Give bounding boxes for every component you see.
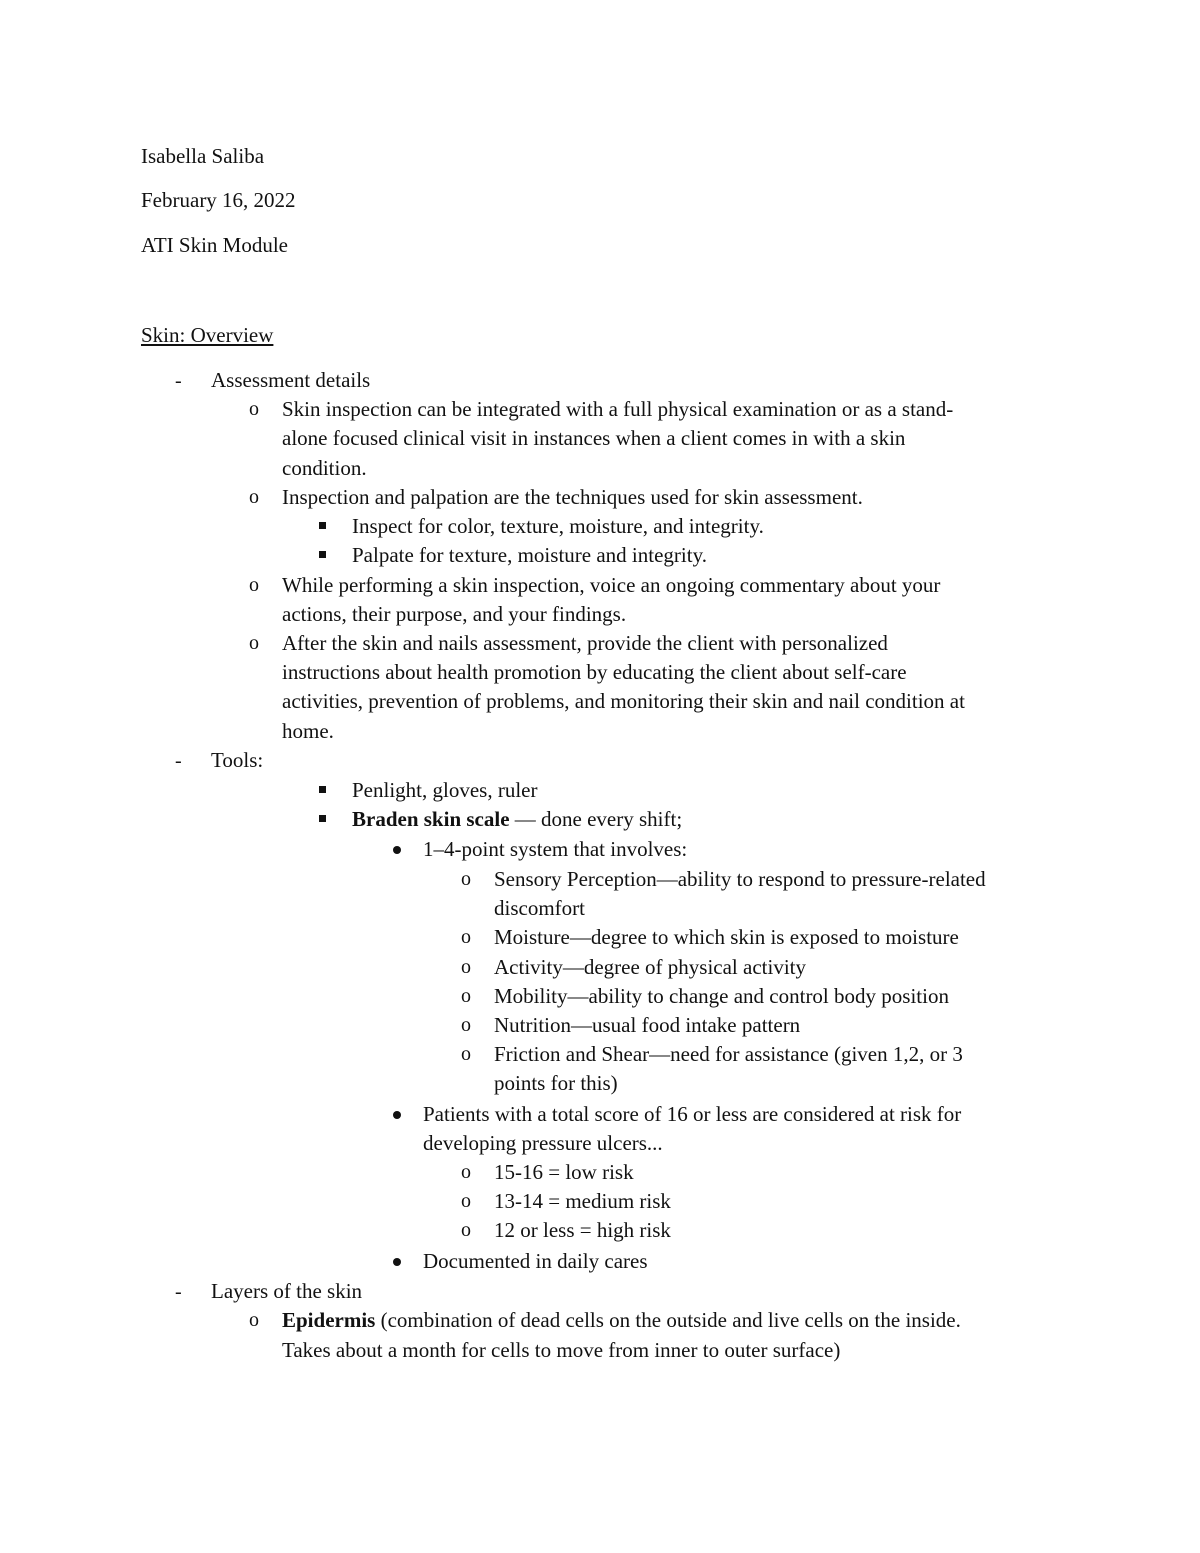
epidermis-line1 bbox=[282, 1310, 961, 1331]
assessment-item1-line3: condition. bbox=[282, 456, 367, 480]
dash-bullet: - bbox=[175, 370, 182, 392]
tools-item1: Penlight, gloves, ruler bbox=[352, 778, 538, 802]
section-heading: Skin: Overview bbox=[141, 323, 274, 347]
assessment-heading: Assessment details bbox=[211, 368, 371, 392]
circle-bullet: o bbox=[461, 1190, 471, 1212]
factor-sensory-line1: Sensory Perception—ability to respond to pressure-related bbox=[494, 867, 986, 891]
documented-note: Documented in daily cares bbox=[423, 1249, 648, 1273]
circle-bullet: o bbox=[461, 926, 471, 948]
risk-low: 15-16 = low risk bbox=[494, 1160, 634, 1184]
epidermis-term: Epidermis bbox=[282, 1308, 376, 1332]
square-bullet bbox=[319, 786, 326, 793]
circle-bullet: o bbox=[249, 486, 259, 508]
document-date: February 16, 2022 bbox=[141, 188, 296, 212]
assessment-item1-line2: alone focused clinical visit in instances when a client comes in with a skin bbox=[282, 426, 906, 450]
circle-bullet: o bbox=[461, 1161, 471, 1183]
square-bullet bbox=[319, 815, 326, 822]
epidermis-line2: Takes about a month for cells to move from inner to outer surface) bbox=[282, 1338, 841, 1362]
square-bullet bbox=[319, 551, 326, 558]
factor-nutrition: Nutrition—usual food intake pattern bbox=[494, 1013, 801, 1037]
assessment-item4-line2: instructions about health promotion by educating the client about self-care bbox=[282, 660, 907, 684]
factor-activity: Activity—degree of physical activity bbox=[494, 955, 806, 979]
circle-bullet: o bbox=[461, 1014, 471, 1036]
risk-intro-line1: Patients with a total score of 16 or less are considered at risk for bbox=[423, 1102, 962, 1126]
risk-intro-line2: developing pressure ulcers... bbox=[423, 1131, 663, 1155]
assessment-subitem1: Inspect for color, texture, moisture, and integrity. bbox=[352, 514, 764, 538]
circle-bullet: o bbox=[461, 985, 471, 1007]
risk-medium: 13-14 = medium risk bbox=[494, 1189, 671, 1213]
square-bullet bbox=[319, 522, 326, 529]
author-name: Isabella Saliba bbox=[141, 144, 265, 168]
assessment-item4-line1: After the skin and nails assessment, provide the client with personalized bbox=[282, 631, 888, 655]
factor-friction-line1: Friction and Shear—need for assistance (given 1,2, or 3 bbox=[494, 1042, 963, 1066]
dash-bullet: - bbox=[175, 1281, 182, 1303]
factor-mobility: Mobility—ability to change and control body position bbox=[494, 984, 949, 1008]
factor-moisture: Moisture—degree to which skin is exposed to moisture bbox=[494, 925, 959, 949]
braden-scale-term: Braden skin scale bbox=[352, 807, 510, 831]
braden-scale-desc: — done every shift; bbox=[509, 807, 683, 831]
dot-bullet bbox=[393, 846, 401, 854]
circle-bullet: o bbox=[461, 1043, 471, 1065]
layers-heading: Layers of the skin bbox=[211, 1279, 363, 1303]
point-system: 1–4-point system that involves: bbox=[423, 837, 688, 861]
epidermis-desc: (combination of dead cells on the outside and live cells on the inside. bbox=[375, 1308, 961, 1332]
circle-bullet: o bbox=[249, 1309, 259, 1331]
assessment-item4-line3: activities, prevention of problems, and monitoring their skin and nail condition at bbox=[282, 689, 965, 713]
dash-bullet: - bbox=[175, 750, 182, 772]
risk-high: 12 or less = high risk bbox=[494, 1218, 671, 1242]
assessment-item4-line4: home. bbox=[282, 719, 334, 743]
circle-bullet: o bbox=[461, 956, 471, 978]
circle-bullet: o bbox=[461, 868, 471, 890]
factor-friction-line2: points for this) bbox=[494, 1071, 618, 1095]
assessment-item3-line2: actions, their purpose, and your findings. bbox=[282, 602, 627, 626]
dot-bullet bbox=[393, 1111, 401, 1119]
assessment-item3-line1: While performing a skin inspection, voice an ongoing commentary about your bbox=[282, 573, 941, 597]
factor-sensory-line2: discomfort bbox=[494, 896, 585, 920]
dot-bullet bbox=[393, 1258, 401, 1266]
tools-heading: Tools: bbox=[211, 748, 264, 772]
document-title: ATI Skin Module bbox=[141, 233, 288, 257]
assessment-subitem2: Palpate for texture, moisture and integrity. bbox=[352, 543, 707, 567]
circle-bullet: o bbox=[249, 574, 259, 596]
assessment-item1-line1: Skin inspection can be integrated with a full physical examination or as a stand- bbox=[282, 397, 954, 421]
circle-bullet: o bbox=[249, 398, 259, 420]
circle-bullet: o bbox=[249, 632, 259, 654]
braden-scale-line bbox=[352, 809, 682, 830]
circle-bullet: o bbox=[461, 1219, 471, 1241]
assessment-item2: Inspection and palpation are the techniques used for skin assessment. bbox=[282, 485, 863, 509]
